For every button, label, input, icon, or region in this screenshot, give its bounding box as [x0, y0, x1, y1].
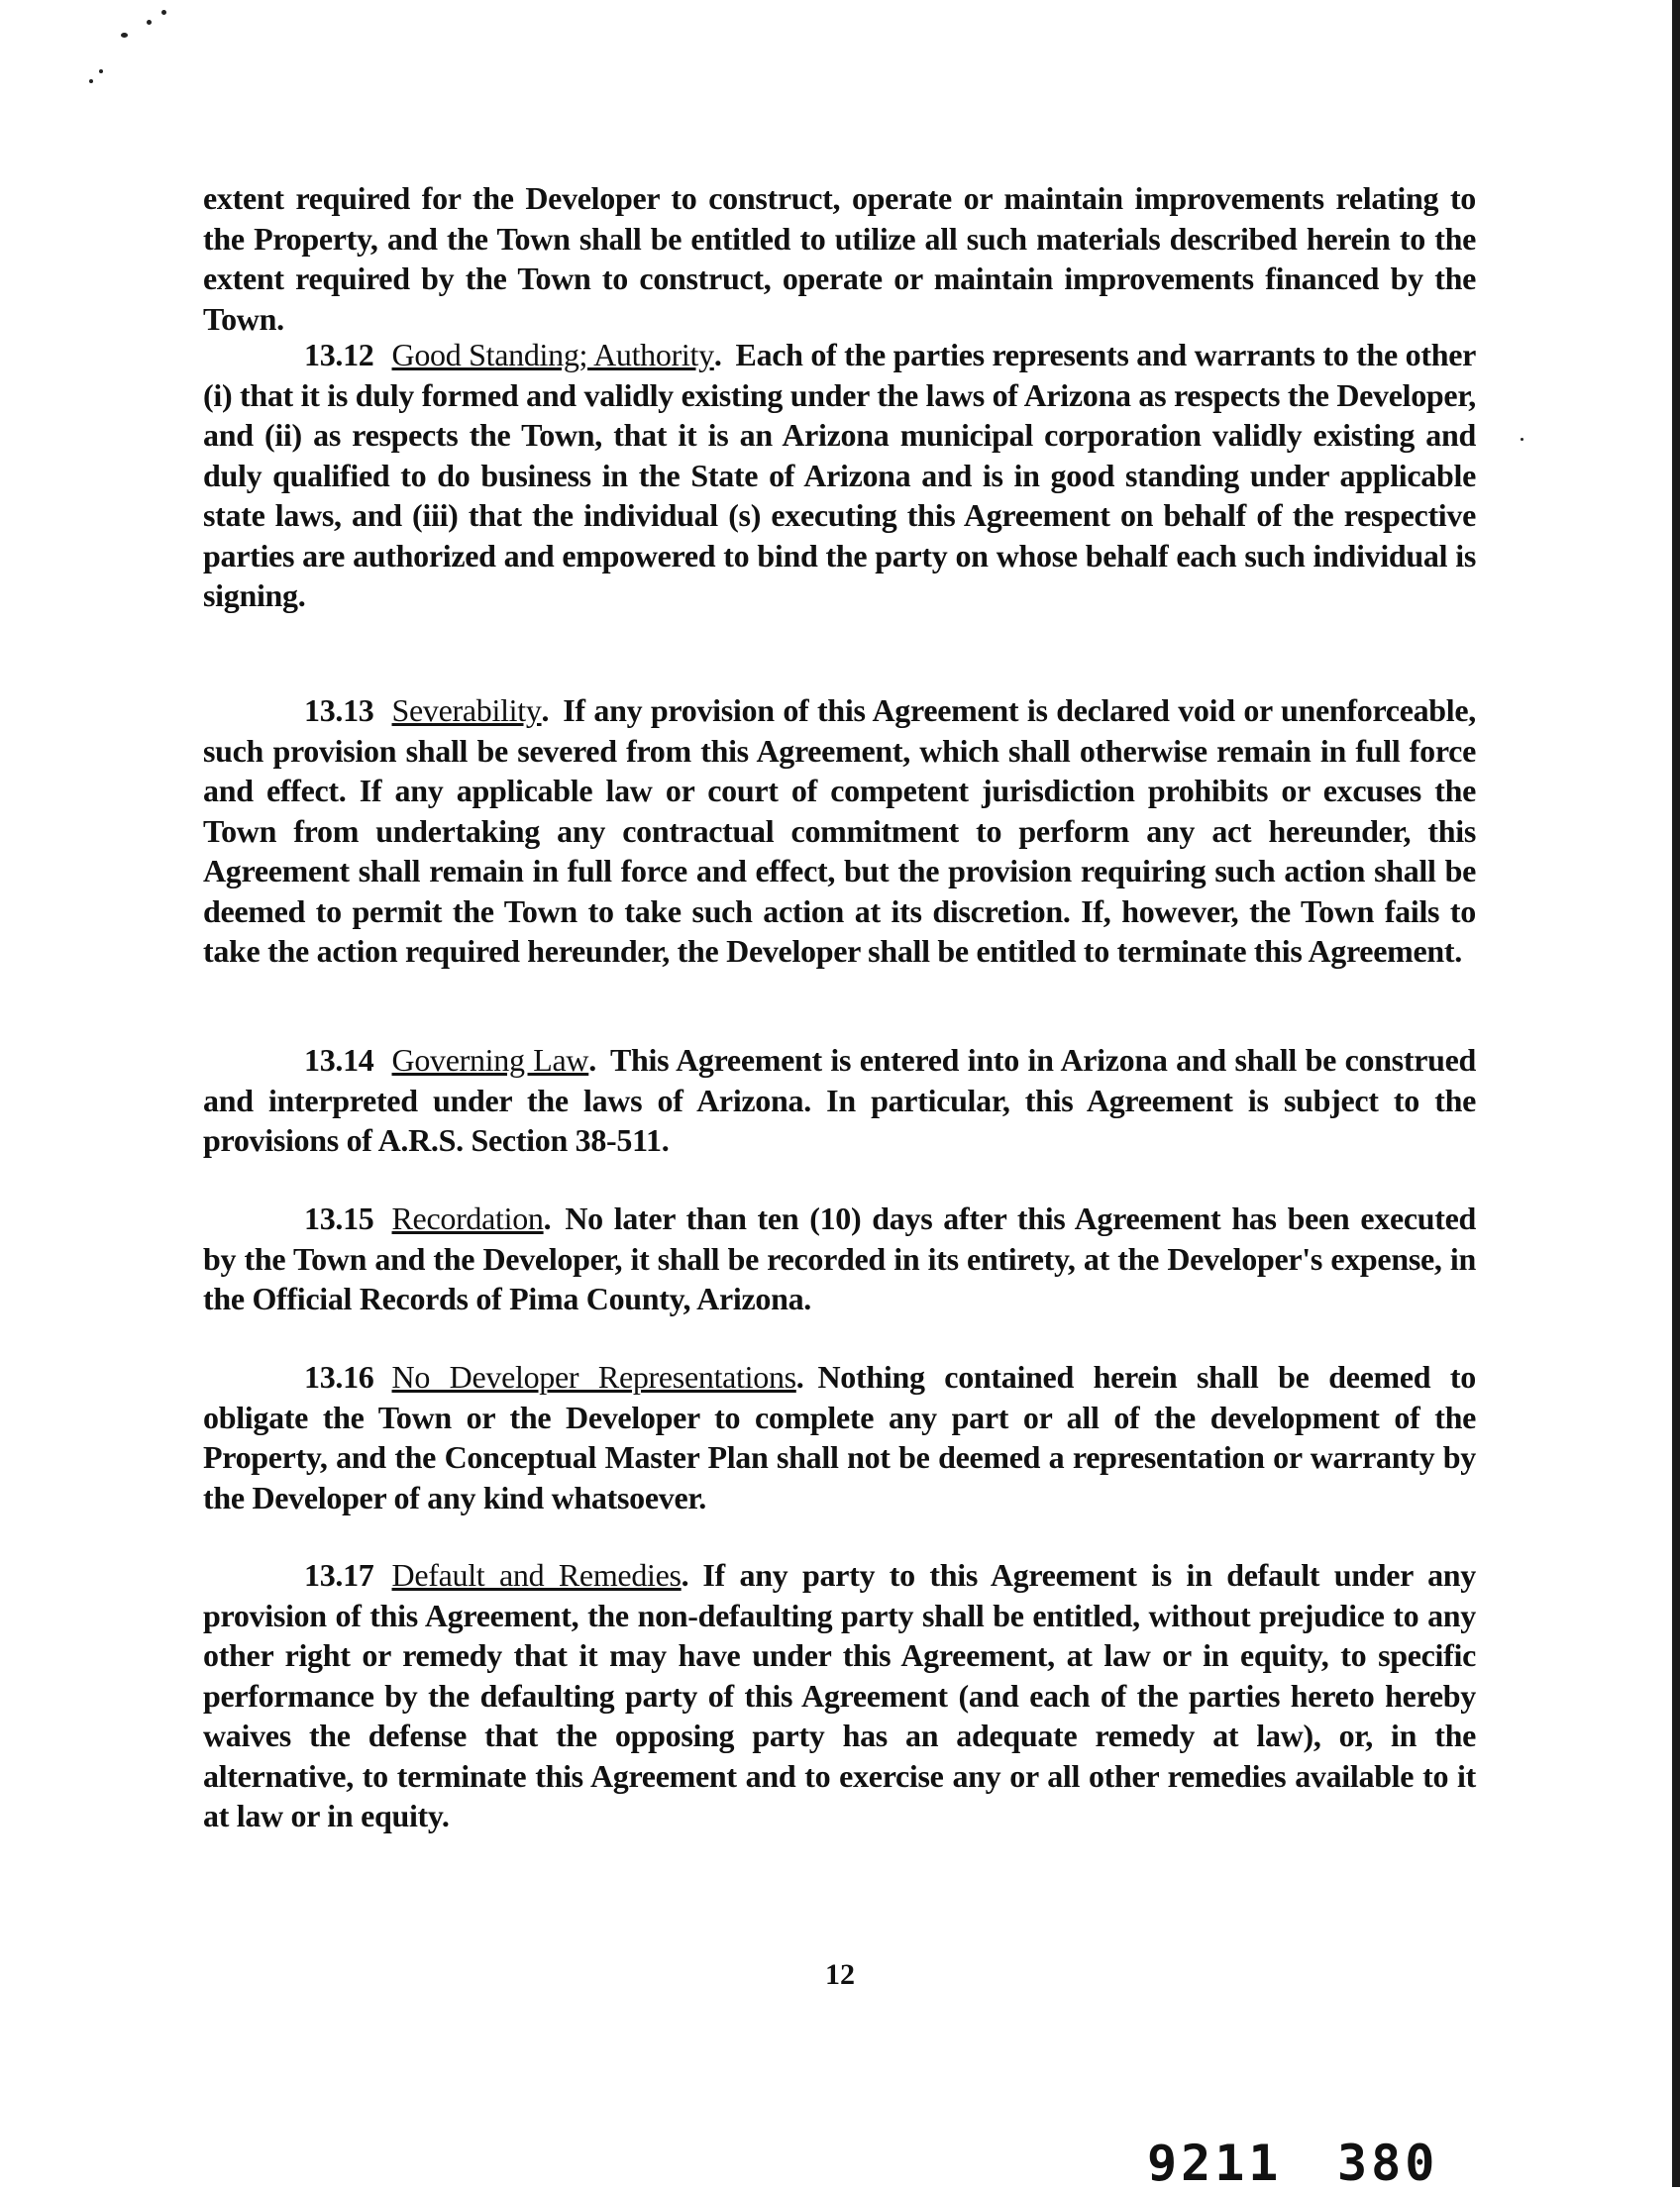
title-period: .	[588, 1042, 596, 1078]
section-13-12	[203, 335, 1476, 616]
section-number: 13.16	[304, 1359, 374, 1395]
section-13-16	[203, 1357, 1476, 1517]
section-13-13	[203, 690, 1476, 972]
recording-docket-number: 9211	[1147, 2135, 1283, 2192]
recording-page-number: 380	[1337, 2135, 1439, 2192]
section-title: Good Standing; Authority	[391, 337, 714, 372]
scan-speck	[161, 10, 166, 15]
section-number: 13.12	[304, 337, 374, 372]
page-number: 12	[825, 1958, 855, 1991]
scan-speck	[121, 33, 128, 38]
title-period: .	[681, 1557, 689, 1593]
section-title: Severability	[391, 692, 542, 728]
section-number: 13.15	[304, 1200, 374, 1236]
continuation-text: extent required for the Developer to construct, operate or maintain improvements relating to the Property, and the Town shall be entitled to utilize all such materials described herein to the extent required by the Town to construct, operate or maintain improvements financed by the Town.	[203, 180, 1476, 337]
section-13-15	[203, 1199, 1476, 1319]
section-number: 13.14	[304, 1042, 374, 1078]
continuation-paragraph	[203, 178, 1476, 339]
section-13-14	[203, 1040, 1476, 1161]
title-period: .	[543, 1200, 552, 1236]
title-period: .	[713, 337, 722, 372]
section-title: No Developer Representations	[391, 1359, 796, 1395]
section-number: 13.17	[304, 1557, 374, 1593]
section-number: 13.13	[304, 692, 374, 728]
scan-speck	[1521, 438, 1523, 441]
section-body: Nothing contained herein shall be deemed to obligate the Town or the Developer to complete any part or all of the development of the Property, and the Conceptual Master Plan shall not be deemed a representation or warranty by the Developer of any kind whatsoever.	[203, 1359, 1476, 1515]
section-title: Default and Remedies	[391, 1557, 682, 1593]
scan-speck	[99, 69, 103, 73]
title-period: .	[795, 1359, 804, 1395]
section-body: No later than ten (10) days after this Agreement has been executed by the Town and the Developer, it shall be recorded in its entirety, at the Developer's expense, in the Official Records of Pima County, Arizona.	[203, 1200, 1476, 1316]
section-body: This Agreement is entered into in Arizona and shall be construed and interpreted under the laws of Arizona. In particular, this Agreement is subject to the provisions of A.R.S. Section 38-511.	[203, 1042, 1476, 1158]
section-title: Governing Law	[391, 1042, 589, 1078]
scan-speck	[89, 79, 93, 83]
section-body: Each of the parties represents and warrants to the other (i) that it is duly formed and validly existing under the laws of Arizona as respects the Developer, and (ii) as respects the Town, that it is an Arizona municipal corporation validly existing and duly qualified to do business in the State of Arizona and is in good standing under applicable state laws, and (iii) that the individual (s) executing this Agreement on behalf of the respective parties are authorized and empowered to bind the party on whose behalf each such individual is signing.	[203, 337, 1476, 613]
title-period: .	[541, 692, 550, 728]
section-title: Recordation	[391, 1200, 544, 1236]
scan-edge	[1672, 0, 1680, 2187]
scan-speck	[147, 20, 152, 25]
section-body: If any provision of this Agreement is declared void or unenforceable, such provision shall be severed from this Agreement, which shall otherwise remain in full force and effect. If any applicable law or court of competent jurisdiction prohibits or excuses the Town from undertaking any contractual commitment to perform any act hereunder, this Agreement shall remain in full force and effect, but the provision requiring such action shall be deemed to permit the Town to take such action at its discretion. If, however, the Town fails to take the action required hereunder, the Developer shall be entitled to terminate this Agreement.	[203, 692, 1476, 969]
section-body: If any party to this Agreement is in default under any provision of this Agreement, the non-defaulting party shall be entitled, without prejudice to any other right or remedy that it may have under this Agreement, at law or in equity, to specific performance by the defaulting party of this Agreement (and each of the parties hereto hereby waives the defense that the opposing party has an adequate remedy at law), or, in the alternative, to terminate this Agreement and to exercise any or all other remedies available to it at law or in equity.	[203, 1557, 1476, 1833]
section-13-17	[203, 1555, 1476, 1836]
